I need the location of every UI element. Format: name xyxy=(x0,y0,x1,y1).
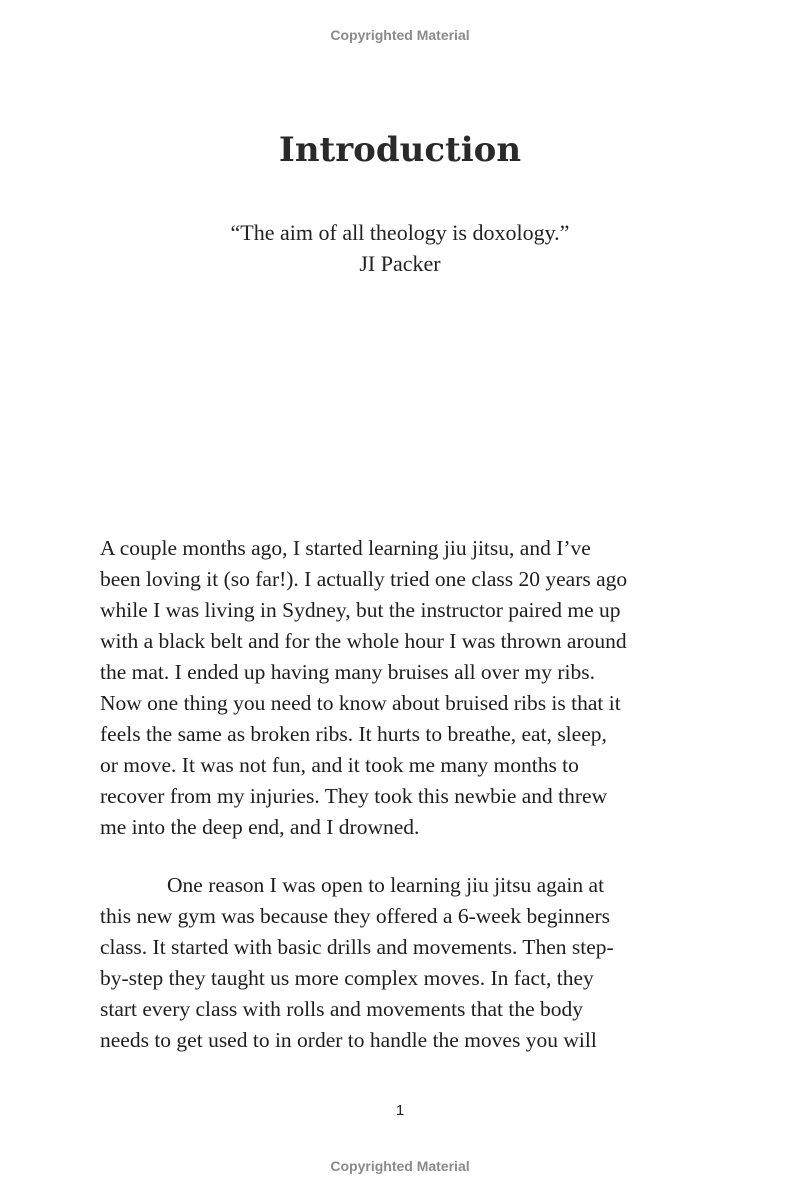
page-number: 1 xyxy=(395,1102,405,1119)
text-line: class. It started with basic drills and movements. Then step- xyxy=(100,935,614,959)
text-line: by-step they taught us more complex moves. In fact, they xyxy=(100,966,594,990)
text-line: feels the same as broken ribs. It hurts to breathe, eat, sleep, xyxy=(100,722,607,746)
epigraph-author: JI Packer xyxy=(359,251,441,276)
text-line: One reason I was open to learning jiu jitsu again at xyxy=(167,873,605,897)
copyright-watermark-bottom: Copyrighted Material xyxy=(330,1158,470,1174)
text-line: while I was living in Sydney, but the instructor paired me up xyxy=(100,598,621,622)
text-line: start every class with rolls and movements that the body xyxy=(100,997,584,1021)
epigraph-quote: “The aim of all theology is doxology.” xyxy=(230,220,570,245)
copyright-watermark-top: Copyrighted Material xyxy=(330,27,470,43)
paragraph-2 xyxy=(100,870,720,1056)
text-line: Now one thing you need to know about bruised ribs is that it xyxy=(100,691,621,715)
paragraph-1 xyxy=(100,533,720,843)
text-line: the mat. I ended up having many bruises all over my ribs. xyxy=(100,660,595,684)
text-line: A couple months ago, I started learning jiu jitsu, and I’ve xyxy=(100,536,591,560)
chapter-title: Introduction xyxy=(278,130,522,170)
text-line: with a black belt and for the whole hour I was thrown around xyxy=(100,629,627,653)
text-line: this new gym was because they offered a 6-week beginners xyxy=(100,904,611,928)
text-line: needs to get used to in order to handle the moves you will xyxy=(100,1028,597,1052)
text-line: me into the deep end, and I drowned. xyxy=(100,815,420,839)
text-line: been loving it (so far!). I actually tried one class 20 years ago xyxy=(100,567,628,591)
text-line: or move. It was not fun, and it took me many months to xyxy=(100,753,579,777)
text-line: recover from my injuries. They took this newbie and threw xyxy=(100,784,608,808)
epigraph xyxy=(0,217,800,279)
